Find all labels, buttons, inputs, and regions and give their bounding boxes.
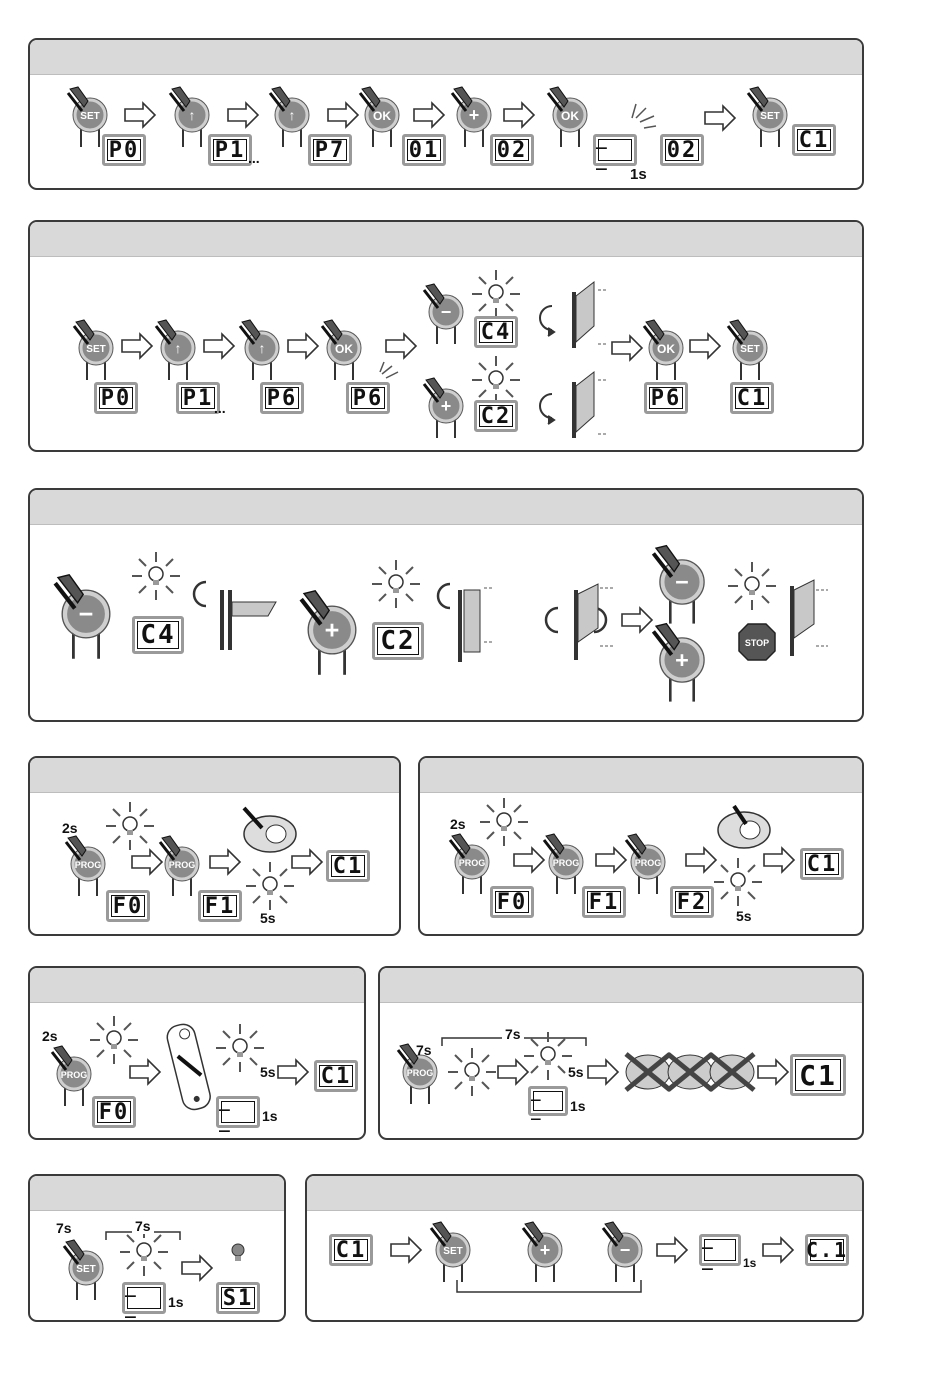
time-label: 1s [630,166,647,183]
svg-text:STOP: STOP [744,638,770,648]
panel-step-3 [28,488,864,722]
svg-text:SET: SET [443,1246,463,1257]
display-dash: _ _ [216,1096,260,1128]
svg-text:+: + [675,646,689,673]
stop-sign-icon [739,624,775,660]
dash-time: 1s [570,1098,586,1114]
blink-time: 5s [568,1064,584,1080]
dash-time: 1s [743,1256,757,1270]
panel-9-drawing [307,1176,864,1322]
svg-text:+: + [539,1240,551,1260]
bracket-time: 7s [132,1218,154,1234]
display-dash: _ _ [122,1282,166,1314]
svg-text:PROG: PROG [458,858,486,868]
ellipsis: ... [214,400,226,416]
svg-text:SET: SET [740,344,760,355]
svg-text:+: + [324,616,340,645]
display-p0: P0 [102,134,146,166]
display-c4: C4 [132,616,184,654]
svg-text:+: + [440,396,452,416]
hold-time: 7s [416,1042,432,1058]
panel-step-7 [378,966,864,1140]
hold-time: 2s [450,816,466,832]
display-c1: C1 [314,1060,358,1092]
display-c1: C1 [790,1054,846,1096]
remote-control-icon [718,806,770,848]
display-01: 01 [402,134,446,166]
display-p7: P7 [308,134,352,166]
svg-text:OK: OK [657,342,675,356]
panel-step-6 [28,966,366,1140]
hold-time: 2s [42,1028,58,1044]
display-02-b: 02 [660,134,704,166]
display-p1: P1 [208,134,252,166]
svg-text:PROG: PROG [634,858,662,868]
panel-step-5 [418,756,864,936]
display-p6: P6 [260,382,304,414]
display-p0: P0 [94,382,138,414]
bracket-time: 7s [502,1026,524,1042]
ellipsis: ... [248,150,260,166]
panel-2-drawing [30,222,864,452]
display-c1: C1 [730,382,774,414]
svg-text:OK: OK [561,109,579,123]
display-f0: F0 [490,886,534,918]
display-c2: C2 [372,622,424,660]
panel-step-2 [28,220,864,452]
hold-time: 7s [56,1220,72,1236]
svg-text:−: − [440,302,452,322]
display-p6-b: P6 [644,382,688,414]
svg-text:SET: SET [76,1264,96,1275]
svg-text:OK: OK [373,109,391,123]
display-c2: C2 [474,400,518,432]
panel-6-drawing [30,968,366,1140]
display-f2: F2 [670,886,714,918]
display-f0: F0 [92,1096,136,1128]
display-02: 02 [490,134,534,166]
display-c1: C1 [326,850,370,882]
display-c4: C4 [474,316,518,348]
svg-text:SET: SET [86,344,106,355]
panel-1-drawing [30,40,864,190]
svg-text:PROG: PROG [552,858,580,868]
display-f1: F1 [582,886,626,918]
panel-3-drawing [30,490,864,722]
display-s1: S1 [216,1282,260,1314]
bulb-off-icon [232,1244,244,1261]
svg-text:PROG: PROG [168,860,196,870]
svg-text:↑: ↑ [288,107,296,123]
panel-step-8 [28,1174,286,1322]
svg-text:−: − [78,600,94,629]
svg-text:↑: ↑ [258,340,266,356]
remotes-deleted-icon [626,1054,754,1090]
svg-text:↑: ↑ [174,340,182,356]
blink-time: 5s [736,908,752,924]
svg-text:PROG: PROG [74,860,102,870]
svg-text:↑: ↑ [188,107,196,123]
hold-time: 2s [62,820,78,836]
display-p1: P1 [176,382,220,414]
display-c1: C1 [800,848,844,880]
panel-step-4 [28,756,401,936]
panel-step-9 [305,1174,864,1322]
panel-5-drawing [420,758,864,936]
display-p6-blink: P6 [346,382,390,414]
blink-time: 5s [260,1064,276,1080]
display-f1: F1 [198,890,242,922]
blink-time: 5s [260,910,276,926]
svg-text:−: − [619,1240,631,1260]
svg-text:PROG: PROG [60,1070,88,1080]
svg-text:−: − [675,568,689,595]
display-dash: _ _ [528,1086,568,1116]
svg-text:+: + [468,105,480,125]
svg-text:OK: OK [335,342,353,356]
svg-text:SET: SET [760,111,780,122]
remote-handset-icon [165,1022,213,1112]
panel-step-1 [28,38,864,190]
svg-text:SET: SET [80,111,100,122]
dash-time: 1s [168,1294,184,1310]
svg-text:PROG: PROG [406,1068,434,1078]
display-c1: C1 [792,124,836,156]
display-dash: _ _ [699,1234,741,1266]
display-c-dot-1: C.1 [805,1234,849,1266]
display-f0: F0 [106,890,150,922]
remote-control-icon [244,808,296,852]
display-dash: _ _ [593,134,637,166]
dash-time: 1s [262,1108,278,1124]
display-c1: C1 [329,1234,373,1266]
